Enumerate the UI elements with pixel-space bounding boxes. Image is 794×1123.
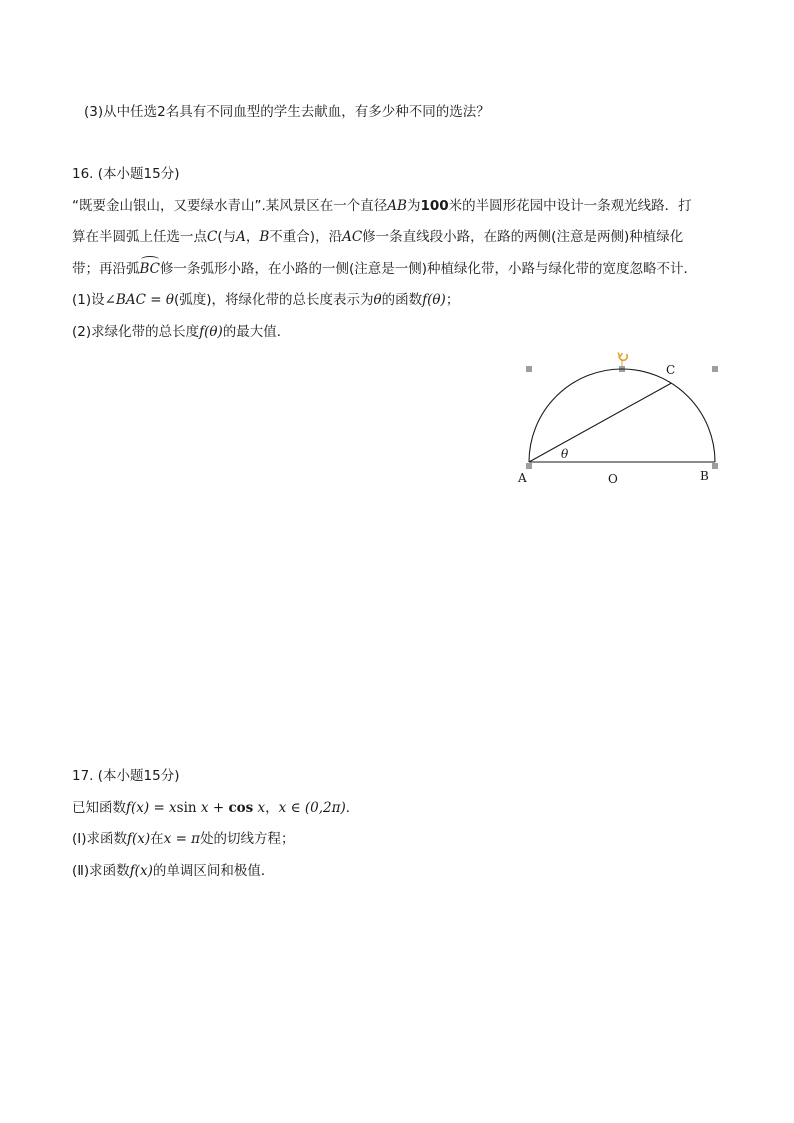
- number-100: 100: [420, 198, 449, 214]
- selection-handle-bottom-left[interactable]: [526, 463, 532, 469]
- chord-AC: [529, 383, 671, 462]
- semicircle-arc: [529, 369, 715, 462]
- q16-text: 不重合)，沿: [269, 229, 343, 245]
- math-cos: cos: [228, 800, 254, 816]
- q16-paragraph-line-2: [72, 227, 683, 247]
- q17-header-text: 17. (本小题15分): [72, 768, 180, 784]
- math-expression: = x: [149, 800, 177, 816]
- math-f-theta: f(θ): [422, 292, 446, 308]
- q16-text: (2)求绿化带的总长度: [72, 324, 200, 340]
- q16-text: 带；再沿弧: [72, 261, 140, 277]
- q17-part1: [72, 829, 295, 849]
- math-angle-BAC: ∠BAC = θ: [104, 292, 174, 308]
- q16-header-text: 16. (本小题15分): [72, 166, 180, 182]
- q16-paragraph-line-1: [72, 196, 692, 216]
- q16-text: 的最大值．: [222, 324, 291, 340]
- math-sin: sin: [176, 800, 197, 816]
- selection-handle-top-left[interactable]: [526, 366, 532, 372]
- math-x: x: [253, 800, 266, 816]
- q16-text: (弧度)，将绿化带的总长度表示为: [173, 292, 374, 308]
- q16-paragraph-line-3: [72, 259, 697, 279]
- math-AC: AC: [342, 229, 363, 245]
- q16-text: (与: [217, 229, 237, 245]
- math-f-x: f(x): [127, 831, 151, 847]
- math-theta: θ: [373, 292, 382, 308]
- math-f-theta: f(θ): [199, 324, 223, 340]
- q17-given-function: [72, 798, 359, 818]
- math-A: A: [236, 229, 246, 245]
- math-AB: AB: [387, 198, 407, 214]
- q16-text: 修一条弧形小路，在小路的一侧(注意是一侧)种植绿化带，小路与绿化带的宽度忽略不计．: [160, 261, 698, 277]
- q17-text: (Ⅱ)求函数: [72, 863, 130, 879]
- q16-text: 米的半圆形花园中设计一条观光线路．打: [448, 198, 692, 214]
- q16-text: 为: [406, 198, 421, 214]
- q17-text: 处的切线方程；: [200, 831, 295, 847]
- q17-text: 的单调区间和极值．: [152, 863, 275, 879]
- q16-text: 修一条直线段小路，在路的两侧(注意是两侧)种植绿化: [362, 229, 684, 245]
- math-B: B: [259, 229, 270, 245]
- math-x: x: [196, 800, 209, 816]
- selection-handle-bottom-right[interactable]: [712, 463, 718, 469]
- q16-header: [72, 164, 179, 184]
- math-arc-BC: BC: [139, 261, 161, 277]
- q17-text: ，: [265, 800, 279, 816]
- q17-text: 已知函数: [72, 800, 126, 816]
- q16-subquestion-2: [72, 322, 290, 342]
- q17-text: (Ⅰ)求函数: [72, 831, 128, 847]
- q16-text: “既要金山银山，又要绿水青山”.某风景区在一个直径: [72, 198, 388, 214]
- q16-text: ；: [445, 292, 460, 308]
- q16-text: ，: [245, 229, 260, 245]
- label-B: B: [700, 469, 709, 483]
- math-plus: +: [208, 800, 229, 816]
- q17-text: 在: [150, 831, 164, 847]
- q17-header: [72, 766, 179, 786]
- selection-handle-top-right[interactable]: [712, 366, 718, 372]
- label-theta: θ: [561, 447, 569, 461]
- q15-part3-text: (3)从中任选2名具有不同血型的学生去献血，有多少种不同的选法？: [84, 104, 490, 120]
- semicircle-figure[interactable]: [510, 348, 736, 493]
- math-domain: x ∈ (0,2π): [278, 800, 346, 816]
- label-C: C: [666, 363, 676, 377]
- math-C: C: [207, 229, 218, 245]
- q17-text: ．: [345, 800, 360, 816]
- q16-text: 算在半圆弧上任选一点: [72, 229, 207, 245]
- q15-part3: [84, 102, 490, 122]
- q17-part2: [72, 861, 274, 881]
- q16-subquestion-1: [72, 290, 459, 310]
- q16-text: (1)设: [72, 292, 105, 308]
- math-x-equals-pi: x = π: [163, 831, 201, 847]
- q16-text: 的函数: [381, 292, 423, 308]
- math-f-x: f(x): [129, 863, 153, 879]
- label-A: A: [518, 471, 527, 485]
- label-O: O: [608, 472, 618, 486]
- rotate-handle-icon[interactable]: [618, 353, 627, 367]
- math-f-x: f(x): [126, 800, 150, 816]
